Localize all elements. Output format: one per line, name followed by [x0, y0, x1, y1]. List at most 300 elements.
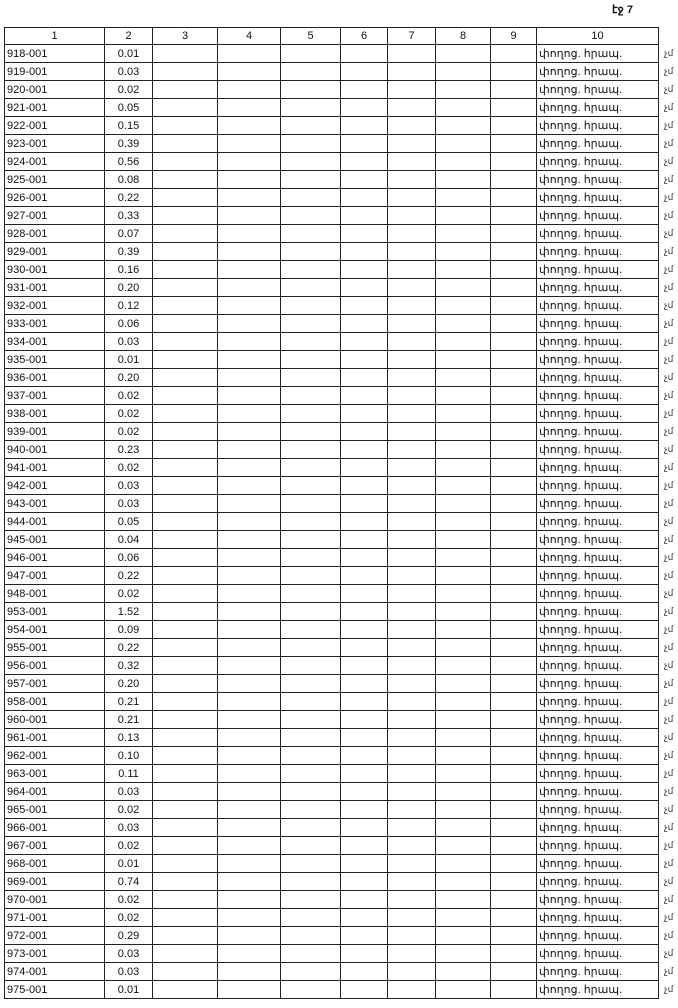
- land-type: փողոց. հրապ.: [537, 801, 659, 819]
- empty-cell: [153, 801, 218, 819]
- parcel-code: 968-001: [5, 855, 105, 873]
- land-type: փողոց. հրապ.: [537, 225, 659, 243]
- column-header-1: 1: [5, 28, 105, 45]
- empty-cell: [281, 189, 341, 207]
- land-type: փողոց. հրապ.: [537, 693, 659, 711]
- empty-cell: [341, 81, 388, 99]
- table-row: [5, 837, 659, 855]
- area-value: 0.03: [105, 63, 153, 81]
- side-mark: չմ: [664, 750, 674, 760]
- empty-cell: [153, 369, 218, 387]
- land-type: փողոց. հրապ.: [537, 207, 659, 225]
- empty-cell: [153, 693, 218, 711]
- table-row: [5, 981, 659, 999]
- empty-cell: [218, 81, 281, 99]
- parcel-code: 929-001: [5, 243, 105, 261]
- area-value: 0.16: [105, 261, 153, 279]
- empty-cell: [153, 315, 218, 333]
- empty-cell: [281, 441, 341, 459]
- side-mark: չմ: [664, 588, 674, 598]
- area-value: 0.08: [105, 171, 153, 189]
- land-type: փողոց. հրապ.: [537, 549, 659, 567]
- empty-cell: [388, 549, 436, 567]
- empty-cell: [281, 387, 341, 405]
- empty-cell: [388, 567, 436, 585]
- empty-cell: [153, 297, 218, 315]
- empty-cell: [388, 117, 436, 135]
- side-mark: չմ: [664, 966, 674, 976]
- empty-cell: [436, 873, 491, 891]
- empty-cell: [388, 279, 436, 297]
- empty-cell: [341, 423, 388, 441]
- empty-cell: [341, 549, 388, 567]
- empty-cell: [436, 981, 491, 999]
- empty-cell: [153, 189, 218, 207]
- empty-cell: [153, 153, 218, 171]
- empty-cell: [436, 693, 491, 711]
- empty-cell: [436, 369, 491, 387]
- land-type: փողոց. հրապ.: [537, 819, 659, 837]
- parcel-code: 931-001: [5, 279, 105, 297]
- area-value: 0.02: [105, 585, 153, 603]
- side-mark: չմ: [664, 678, 674, 688]
- column-header-9: 9: [491, 28, 537, 45]
- empty-cell: [436, 63, 491, 81]
- empty-cell: [281, 693, 341, 711]
- parcel-code: 925-001: [5, 171, 105, 189]
- empty-cell: [341, 117, 388, 135]
- empty-cell: [218, 549, 281, 567]
- empty-cell: [281, 531, 341, 549]
- empty-cell: [218, 225, 281, 243]
- land-type: փողոց. հրապ.: [537, 639, 659, 657]
- empty-cell: [281, 567, 341, 585]
- empty-cell: [436, 387, 491, 405]
- side-mark: չմ: [664, 300, 674, 310]
- empty-cell: [281, 243, 341, 261]
- empty-cell: [218, 279, 281, 297]
- parcel-code: 975-001: [5, 981, 105, 999]
- column-header-5: 5: [281, 28, 341, 45]
- empty-cell: [341, 261, 388, 279]
- empty-cell: [341, 819, 388, 837]
- parcel-code: 955-001: [5, 639, 105, 657]
- empty-cell: [491, 477, 537, 495]
- empty-cell: [218, 873, 281, 891]
- empty-cell: [218, 729, 281, 747]
- parcel-code: 935-001: [5, 351, 105, 369]
- empty-cell: [153, 513, 218, 531]
- table-row: [5, 423, 659, 441]
- column-header-2: 2: [105, 28, 153, 45]
- empty-cell: [218, 387, 281, 405]
- empty-cell: [436, 603, 491, 621]
- empty-cell: [341, 351, 388, 369]
- empty-cell: [491, 207, 537, 225]
- area-value: 0.39: [105, 243, 153, 261]
- empty-cell: [281, 279, 341, 297]
- parcel-code: 966-001: [5, 819, 105, 837]
- empty-cell: [153, 531, 218, 549]
- empty-cell: [341, 171, 388, 189]
- table-row: [5, 801, 659, 819]
- empty-cell: [436, 891, 491, 909]
- table-row: [5, 261, 659, 279]
- parcel-code: 926-001: [5, 189, 105, 207]
- table-row: [5, 225, 659, 243]
- table-row: [5, 189, 659, 207]
- table-row: [5, 495, 659, 513]
- parcel-code: 919-001: [5, 63, 105, 81]
- table-row: [5, 945, 659, 963]
- empty-cell: [341, 837, 388, 855]
- empty-cell: [341, 927, 388, 945]
- area-value: 0.03: [105, 477, 153, 495]
- side-mark: չմ: [664, 930, 674, 940]
- side-mark: չմ: [664, 768, 674, 778]
- empty-cell: [436, 171, 491, 189]
- land-type: փողոց. հրապ.: [537, 117, 659, 135]
- empty-cell: [491, 621, 537, 639]
- empty-cell: [218, 405, 281, 423]
- empty-cell: [491, 693, 537, 711]
- empty-cell: [341, 45, 388, 63]
- table-row: [5, 477, 659, 495]
- empty-cell: [388, 963, 436, 981]
- empty-cell: [153, 981, 218, 999]
- empty-cell: [341, 567, 388, 585]
- parcel-code: 958-001: [5, 693, 105, 711]
- empty-cell: [341, 981, 388, 999]
- empty-cell: [153, 891, 218, 909]
- area-value: 0.04: [105, 531, 153, 549]
- area-value: 0.21: [105, 711, 153, 729]
- area-value: 0.20: [105, 279, 153, 297]
- area-value: 0.39: [105, 135, 153, 153]
- empty-cell: [341, 909, 388, 927]
- empty-cell: [388, 261, 436, 279]
- empty-cell: [218, 747, 281, 765]
- empty-cell: [281, 711, 341, 729]
- table-row: [5, 855, 659, 873]
- land-type: փողոց. հրապ.: [537, 657, 659, 675]
- empty-cell: [281, 837, 341, 855]
- empty-cell: [341, 459, 388, 477]
- empty-cell: [218, 63, 281, 81]
- empty-cell: [218, 801, 281, 819]
- empty-cell: [388, 783, 436, 801]
- empty-cell: [341, 711, 388, 729]
- parcel-code: 943-001: [5, 495, 105, 513]
- empty-cell: [281, 63, 341, 81]
- empty-cell: [218, 207, 281, 225]
- empty-cell: [388, 99, 436, 117]
- land-type: փողոց. հրապ.: [537, 747, 659, 765]
- parcel-code: 957-001: [5, 675, 105, 693]
- area-value: 0.56: [105, 153, 153, 171]
- empty-cell: [341, 963, 388, 981]
- empty-cell: [491, 333, 537, 351]
- parcel-code: 967-001: [5, 837, 105, 855]
- empty-cell: [281, 333, 341, 351]
- empty-cell: [388, 243, 436, 261]
- empty-cell: [436, 423, 491, 441]
- empty-cell: [281, 783, 341, 801]
- parcel-code: 944-001: [5, 513, 105, 531]
- empty-cell: [436, 99, 491, 117]
- empty-cell: [341, 783, 388, 801]
- area-value: 0.01: [105, 351, 153, 369]
- land-type: փողոց. հրապ.: [537, 927, 659, 945]
- parcel-code: 937-001: [5, 387, 105, 405]
- side-mark: չմ: [664, 372, 674, 382]
- side-mark: չմ: [664, 48, 674, 58]
- area-value: 0.02: [105, 405, 153, 423]
- side-mark: չմ: [664, 354, 674, 364]
- empty-cell: [436, 675, 491, 693]
- empty-cell: [436, 549, 491, 567]
- area-value: 0.20: [105, 675, 153, 693]
- table-row: [5, 657, 659, 675]
- side-mark: չմ: [664, 804, 674, 814]
- empty-cell: [388, 693, 436, 711]
- area-value: 0.03: [105, 819, 153, 837]
- parcel-code: 934-001: [5, 333, 105, 351]
- empty-cell: [341, 279, 388, 297]
- parcel-code: 970-001: [5, 891, 105, 909]
- empty-cell: [491, 279, 537, 297]
- area-value: 0.21: [105, 693, 153, 711]
- empty-cell: [388, 585, 436, 603]
- empty-cell: [341, 243, 388, 261]
- empty-cell: [436, 729, 491, 747]
- parcel-code: 956-001: [5, 657, 105, 675]
- empty-cell: [436, 45, 491, 63]
- table-row: [5, 603, 659, 621]
- empty-cell: [153, 639, 218, 657]
- empty-cell: [153, 387, 218, 405]
- empty-cell: [491, 63, 537, 81]
- land-type: փողոց. հրապ.: [537, 837, 659, 855]
- area-value: 0.02: [105, 423, 153, 441]
- empty-cell: [153, 945, 218, 963]
- empty-cell: [388, 171, 436, 189]
- empty-cell: [281, 549, 341, 567]
- empty-cell: [388, 153, 436, 171]
- empty-cell: [218, 891, 281, 909]
- empty-cell: [153, 783, 218, 801]
- empty-cell: [281, 153, 341, 171]
- empty-cell: [281, 891, 341, 909]
- empty-cell: [153, 927, 218, 945]
- table-row: [5, 747, 659, 765]
- empty-cell: [436, 297, 491, 315]
- empty-cell: [281, 423, 341, 441]
- empty-cell: [341, 639, 388, 657]
- empty-cell: [341, 495, 388, 513]
- empty-cell: [281, 117, 341, 135]
- side-mark: չմ: [664, 696, 674, 706]
- empty-cell: [491, 531, 537, 549]
- area-value: 0.01: [105, 981, 153, 999]
- area-value: 0.22: [105, 189, 153, 207]
- empty-cell: [436, 819, 491, 837]
- table-row: [5, 819, 659, 837]
- empty-cell: [218, 477, 281, 495]
- empty-cell: [218, 819, 281, 837]
- empty-cell: [153, 711, 218, 729]
- empty-cell: [491, 639, 537, 657]
- land-type: փողոց. հրապ.: [537, 189, 659, 207]
- area-value: 0.07: [105, 225, 153, 243]
- area-value: 1.52: [105, 603, 153, 621]
- empty-cell: [388, 207, 436, 225]
- empty-cell: [341, 855, 388, 873]
- empty-cell: [281, 459, 341, 477]
- empty-cell: [153, 243, 218, 261]
- area-value: 0.10: [105, 747, 153, 765]
- empty-cell: [153, 261, 218, 279]
- table-row: [5, 369, 659, 387]
- side-mark: չմ: [664, 876, 674, 886]
- empty-cell: [491, 99, 537, 117]
- empty-cell: [153, 99, 218, 117]
- empty-cell: [436, 261, 491, 279]
- empty-cell: [281, 639, 341, 657]
- empty-cell: [218, 117, 281, 135]
- empty-cell: [491, 909, 537, 927]
- table-row: [5, 459, 659, 477]
- empty-cell: [341, 63, 388, 81]
- table-row: [5, 99, 659, 117]
- empty-cell: [281, 981, 341, 999]
- parcel-code: 940-001: [5, 441, 105, 459]
- empty-cell: [491, 927, 537, 945]
- empty-cell: [153, 567, 218, 585]
- table-row: [5, 279, 659, 297]
- area-value: 0.11: [105, 765, 153, 783]
- empty-cell: [341, 945, 388, 963]
- empty-cell: [436, 783, 491, 801]
- empty-cell: [491, 657, 537, 675]
- area-value: 0.09: [105, 621, 153, 639]
- empty-cell: [491, 729, 537, 747]
- parcel-code: 964-001: [5, 783, 105, 801]
- empty-cell: [281, 261, 341, 279]
- empty-cell: [341, 891, 388, 909]
- empty-cell: [281, 603, 341, 621]
- parcel-code: 932-001: [5, 297, 105, 315]
- land-type: փողոց. հրապ.: [537, 729, 659, 747]
- empty-cell: [218, 909, 281, 927]
- side-mark: չմ: [664, 426, 674, 436]
- side-mark: չմ: [664, 732, 674, 742]
- table-row: [5, 63, 659, 81]
- table-row: [5, 711, 659, 729]
- empty-cell: [281, 513, 341, 531]
- area-value: 0.33: [105, 207, 153, 225]
- land-type: փողոց. հրապ.: [537, 45, 659, 63]
- empty-cell: [281, 945, 341, 963]
- empty-cell: [388, 477, 436, 495]
- empty-cell: [153, 441, 218, 459]
- empty-cell: [388, 315, 436, 333]
- parcel-code: 969-001: [5, 873, 105, 891]
- side-mark: չմ: [664, 138, 674, 148]
- empty-cell: [491, 873, 537, 891]
- area-value: 0.06: [105, 315, 153, 333]
- land-type: փողոց. հրապ.: [537, 153, 659, 171]
- empty-cell: [153, 765, 218, 783]
- area-value: 0.23: [105, 441, 153, 459]
- side-mark: չմ: [664, 660, 674, 670]
- parcel-code: 924-001: [5, 153, 105, 171]
- empty-cell: [388, 981, 436, 999]
- empty-cell: [341, 189, 388, 207]
- area-value: 0.03: [105, 333, 153, 351]
- side-mark: չմ: [664, 786, 674, 796]
- empty-cell: [491, 315, 537, 333]
- empty-cell: [341, 603, 388, 621]
- empty-cell: [341, 801, 388, 819]
- empty-cell: [491, 945, 537, 963]
- empty-cell: [388, 423, 436, 441]
- empty-cell: [281, 729, 341, 747]
- empty-cell: [153, 459, 218, 477]
- empty-cell: [341, 207, 388, 225]
- parcel-code: 928-001: [5, 225, 105, 243]
- land-type: փողոց. հրապ.: [537, 765, 659, 783]
- empty-cell: [341, 675, 388, 693]
- empty-cell: [341, 747, 388, 765]
- table-row: [5, 513, 659, 531]
- side-mark: չմ: [664, 102, 674, 112]
- empty-cell: [388, 297, 436, 315]
- empty-cell: [218, 171, 281, 189]
- empty-cell: [341, 387, 388, 405]
- empty-cell: [436, 513, 491, 531]
- parcel-code: 963-001: [5, 765, 105, 783]
- empty-cell: [218, 135, 281, 153]
- table-row: [5, 585, 659, 603]
- empty-cell: [388, 765, 436, 783]
- empty-cell: [218, 243, 281, 261]
- empty-cell: [491, 81, 537, 99]
- empty-cell: [153, 873, 218, 891]
- side-mark: չմ: [664, 984, 674, 994]
- empty-cell: [281, 81, 341, 99]
- empty-cell: [281, 297, 341, 315]
- side-mark: չմ: [664, 516, 674, 526]
- table-row: [5, 909, 659, 927]
- side-mark: չմ: [664, 552, 674, 562]
- table-row: [5, 675, 659, 693]
- empty-cell: [491, 351, 537, 369]
- empty-cell: [388, 927, 436, 945]
- land-type: փողոց. հրապ.: [537, 369, 659, 387]
- empty-cell: [153, 81, 218, 99]
- empty-cell: [341, 297, 388, 315]
- empty-cell: [218, 531, 281, 549]
- empty-cell: [281, 405, 341, 423]
- empty-cell: [436, 153, 491, 171]
- area-value: 0.02: [105, 909, 153, 927]
- empty-cell: [341, 765, 388, 783]
- empty-cell: [341, 513, 388, 531]
- land-type: փողոց. հրապ.: [537, 945, 659, 963]
- side-mark: չմ: [664, 840, 674, 850]
- table-row: [5, 729, 659, 747]
